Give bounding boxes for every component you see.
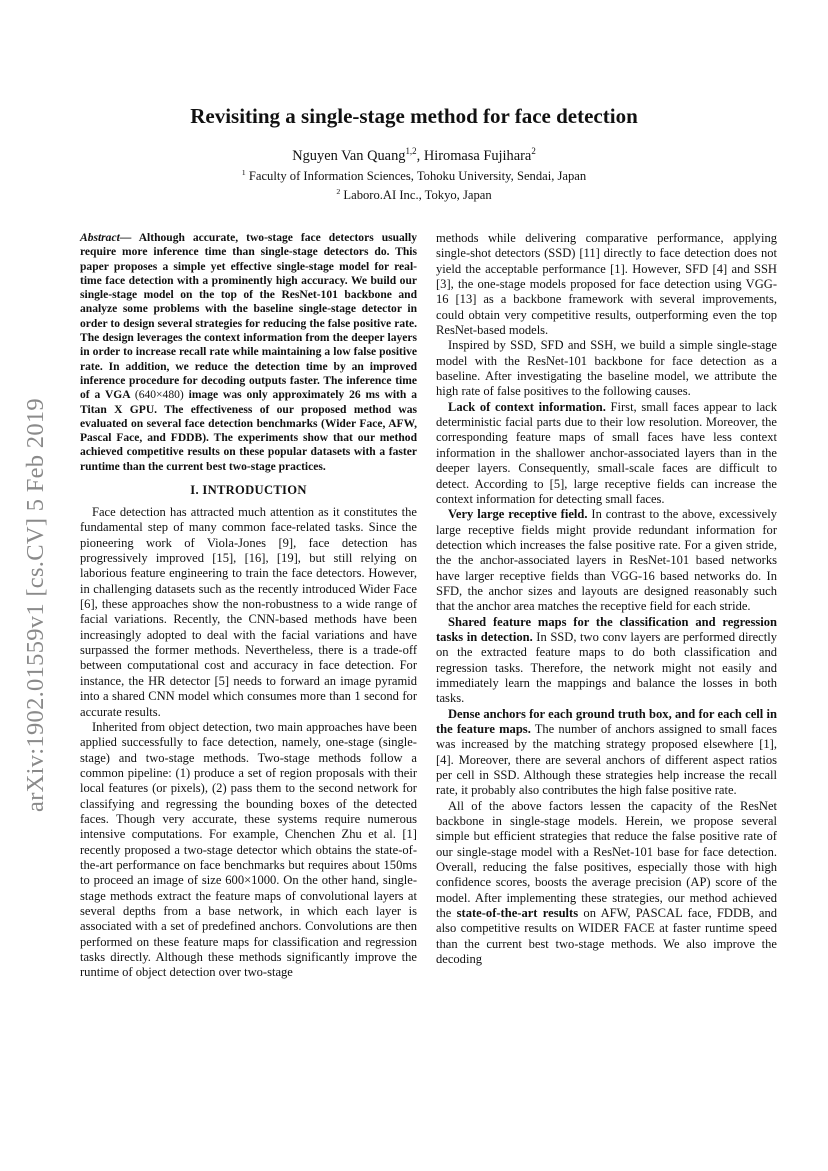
author-affil-mark: 1,2 (405, 146, 417, 157)
affiliation-1 (80, 168, 748, 184)
paragraph (436, 615, 777, 707)
affiliation-mark: 2 (336, 186, 341, 196)
affiliation-text: Faculty of Information Sciences, Tohoku University, Sendai, Japan (248, 169, 587, 183)
paper-title: Revisiting a single-stage method for face detection (190, 104, 638, 128)
left-column (80, 231, 417, 981)
abstract-body: Although accurate, two-stage face detectors usually require more inference time than single-stage detectors do. This paper proposes a simple yet effective single-stage model for real-time face detection with a prominently high accuracy. We build our single-stage model on the top of the ResNet-101 backbone and analyze some problems with the baseline single-stage detector in order to design several strategies for reducing the false positive rate. The design leverages the context information from the deeper layers in order to increase recall rate while maintaining a low false positive rate. In addition, we reduce the detection time by an improved inference procedure for decoding outputs faster. The inference time of a VGA (80, 232, 417, 402)
paragraph: Face detection has attracted much attention as it constitutes the fundamental step of many common face-related tasks. Since the pioneering work of Viola-Jones [9], face detection has progressively improved [15], [16], [19], but still relying on laborious feature engineering to train the face detectors. However, in challenging datasets such as the recently introduced Wider Face [6], these approaches show the non-robustness to a wide range of facial variations. Recently, the CNN-based methods have been increasingly adopted to deal with the facial variations and have surpassed the former methods. Nevertheless, there is a trade-off between computational cost and accuracy in face detection. For instance, the HR detector [5] needs to forward an image pyramid into a shared CNN model which consumes more than 1 second for accurate results. (80, 505, 417, 719)
section-heading: I. INTRODUCTION (190, 483, 307, 498)
paragraph (436, 799, 777, 968)
paragraph-lead: Shared feature maps for the classification and regression tasks in detection. (436, 614, 777, 644)
paragraph-lead: Dense anchors for each ground truth box, and for each cell in the feature maps. (436, 706, 777, 736)
paragraph-body: The number of anchors assigned to small faces was increased by the matching strategy proposed elsewhere [1], [4]. Moreover, there are several anchors of different aspect ratios per cell in SSD. Although these strategies help increase the recall rate, it probably also contributes the high false positive rate. (436, 722, 777, 798)
paragraph: Inspired by SSD, SFD and SSH, we build a simple single-stage model with the ResNet-101 backbone for face detection as a baseline. After investigating the baseline model, we attribute the high rate of false positives to the following causes. (436, 338, 777, 399)
paragraph-body: All of the above factors lessen the capacity of the ResNet backbone in single-stage models. Herein, we propose several simple but efficient strategies that reduce the false positive rate of our single-stage model with a ResNet-101 base for face detection. Overall, reducing the false positives, especially those with high confidence scores, boosts the average precision (AP) score of the model. After implementing these strategies, our method achieved the (436, 798, 777, 921)
paragraph-lead: Lack of context information. (448, 399, 606, 414)
affiliation-mark: 1 (241, 167, 246, 177)
paragraph-body: on AFW, PASCAL face, FDDB, and also competitive results on WIDER FACE at faster runtime speed than the current best two-stage methods. We also improve the decoding (436, 906, 777, 967)
affiliation-2 (80, 187, 748, 203)
abstract (80, 231, 417, 474)
author-separator: , (416, 148, 424, 164)
arxiv-stamp-text: arXiv:1902.01559v1 [cs.CV] 5 Feb 2019 (22, 398, 50, 812)
author-name: Hiromasa Fujihara (423, 148, 532, 164)
abstract-heading: Abstract (80, 232, 120, 244)
abstract-body: image was only approximately 26 ms with a Titan X GPU. The effectiveness of our proposed method was evaluated on several face detection benchmarks (Wider Face, AFW, Pascal Face, and FDDB). The experiments show that our method achieved competitive results on these popular datasets with a faster runtime than the current best two-stage practices. (80, 389, 417, 473)
arxiv-stamp (16, 370, 56, 840)
abstract-dash: — (119, 232, 132, 244)
author-affil-mark: 2 (531, 146, 536, 157)
paragraph-body: First, small faces appear to lack deterministic facial parts due to their low resolution. Moreover, the corresponding feature maps of small faces have less context information in the shallower anchor-associated layers than in the deeper layers. Consequently, small-scale faces are difficult to detect. According to [5], large receptive fields can increase the context information for detecting small faces. (436, 399, 777, 506)
paragraph: Inherited from object detection, two main approaches have been applied successfully to face detection, namely, one-stage (single-stage) and two-stage methods. Two-stage methods follow a common pipeline: (1) produce a set of region proposals with their local features (or pixels), (2) pass them to the second network for classifying and regressing the bounding boxes of the detected faces. Though very accurate, these systems require numerous intensive computations. For example, Chenchen Zhu et al. [1] recently proposed a two-stage detector which obtains the state-of-the-art performance on face benchmarks but requires about 150ms to proceed an image of size 600×1000. On the other hand, single-stage methods extract the feature maps of convolutional layers at several depths from a base network, in which each layer is associated with a set of predefined anchors. Convolutions are then performed on these feature maps for classification and regression tasks directly. Although these methods significantly improve the runtime of object detection over two-stage (80, 719, 417, 980)
paragraph-body: In contrast to the above, excessively large receptive fields might provide redundant information for detection which increases the false positive rate. For a given stride, the the anchor-associated layers in ResNet-101 based networks have larger receptive fields than VGG-16 based networks do. In SFD, the anchor sizes and layouts are designed reasonably such that the anchor area matches the receptive field for each stride. (436, 507, 777, 614)
affiliation-text: Laboro.AI Inc., Tokyo, Japan (343, 188, 492, 202)
right-column (436, 231, 777, 968)
paragraph (436, 507, 777, 614)
author-name: Nguyen Van Quang (292, 148, 406, 164)
paragraph-body: In SSD, two conv layers are performed directly on the extracted feature maps to do both classification and regression tasks. Therefore, the network might not easily and immediately learn the mappings and balance the losses in both tasks. (436, 629, 777, 706)
paragraph (436, 400, 777, 507)
author-list (80, 147, 748, 165)
paragraph-lead: Very large receptive field. (448, 507, 588, 522)
paragraph (436, 707, 777, 799)
abstract-dims: (640×480) (134, 389, 184, 402)
paragraph: methods while delivering comparative performance, applying single-shot detectors (SSD) [11] directly to face detection does not yield the acceptable performance [1]. However, SFD [4] and SSH [3], the one-stage models proposed for face detection using VGG-16 [13] as a backbone framework with several improvements, could obtain very competitive results, outperforming even the top ResNet-based models. (436, 231, 777, 338)
paragraph-emphasis: state-of-the-art results (456, 906, 579, 921)
